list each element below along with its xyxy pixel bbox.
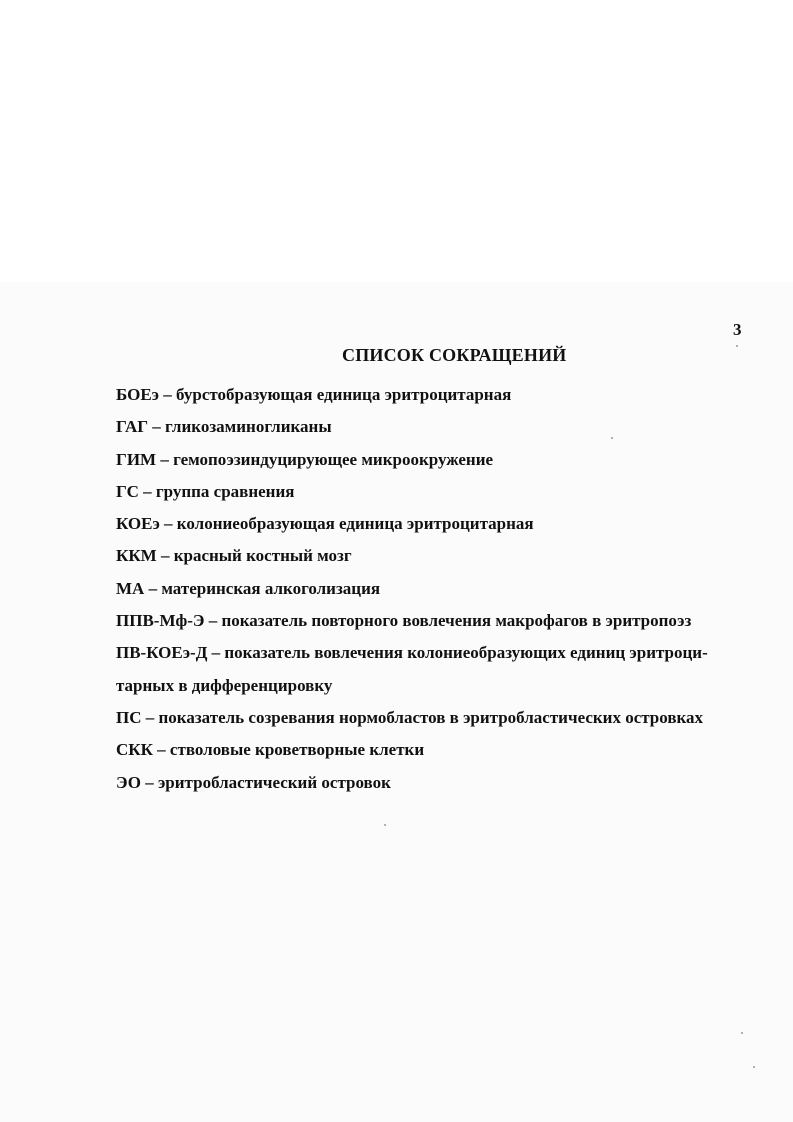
page-number: 3 — [733, 320, 742, 339]
scan-speck — [611, 437, 613, 439]
scan-speck — [384, 824, 386, 826]
list-item: ККМ – красный костный мозг — [116, 546, 352, 566]
list-item: МА – материнская алкоголизация — [116, 578, 381, 598]
page-title: СПИСОК СОКРАЩЕНИЙ — [342, 345, 567, 365]
list-item: ГИМ – гемопоэзиндуцирующее микроокружение — [116, 449, 494, 469]
scan-speck — [741, 1032, 743, 1034]
abbreviation-list — [116, 379, 756, 799]
list-item: КОЕэ – колониеобразующая единица эритроцитарная — [116, 514, 534, 534]
list-item: ЭО – эритробластический островок — [116, 772, 391, 792]
list-item: ГАГ – гликозаминогликаны — [116, 417, 332, 437]
list-item: СКК – стволовые кроветворные клетки — [116, 740, 425, 760]
scan-speck — [753, 1066, 755, 1068]
list-item: ПВ-КОЕэ-Д – показатель вовлечения колониеобразующих единиц эритроци-тарных в дифференцировку — [116, 643, 708, 695]
list-item: БОЕэ – бурстобразующая единица эритроцитарная — [116, 385, 512, 404]
scan-speck — [736, 345, 738, 347]
list-item: ГС – группа сравнения — [116, 481, 295, 501]
list-item: ПС – показатель созревания нормобластов в эритробластических островках — [116, 707, 704, 727]
list-item: ППВ-Мф-Э – показатель повторного вовлечения макрофагов в эритропоэз — [116, 611, 692, 631]
